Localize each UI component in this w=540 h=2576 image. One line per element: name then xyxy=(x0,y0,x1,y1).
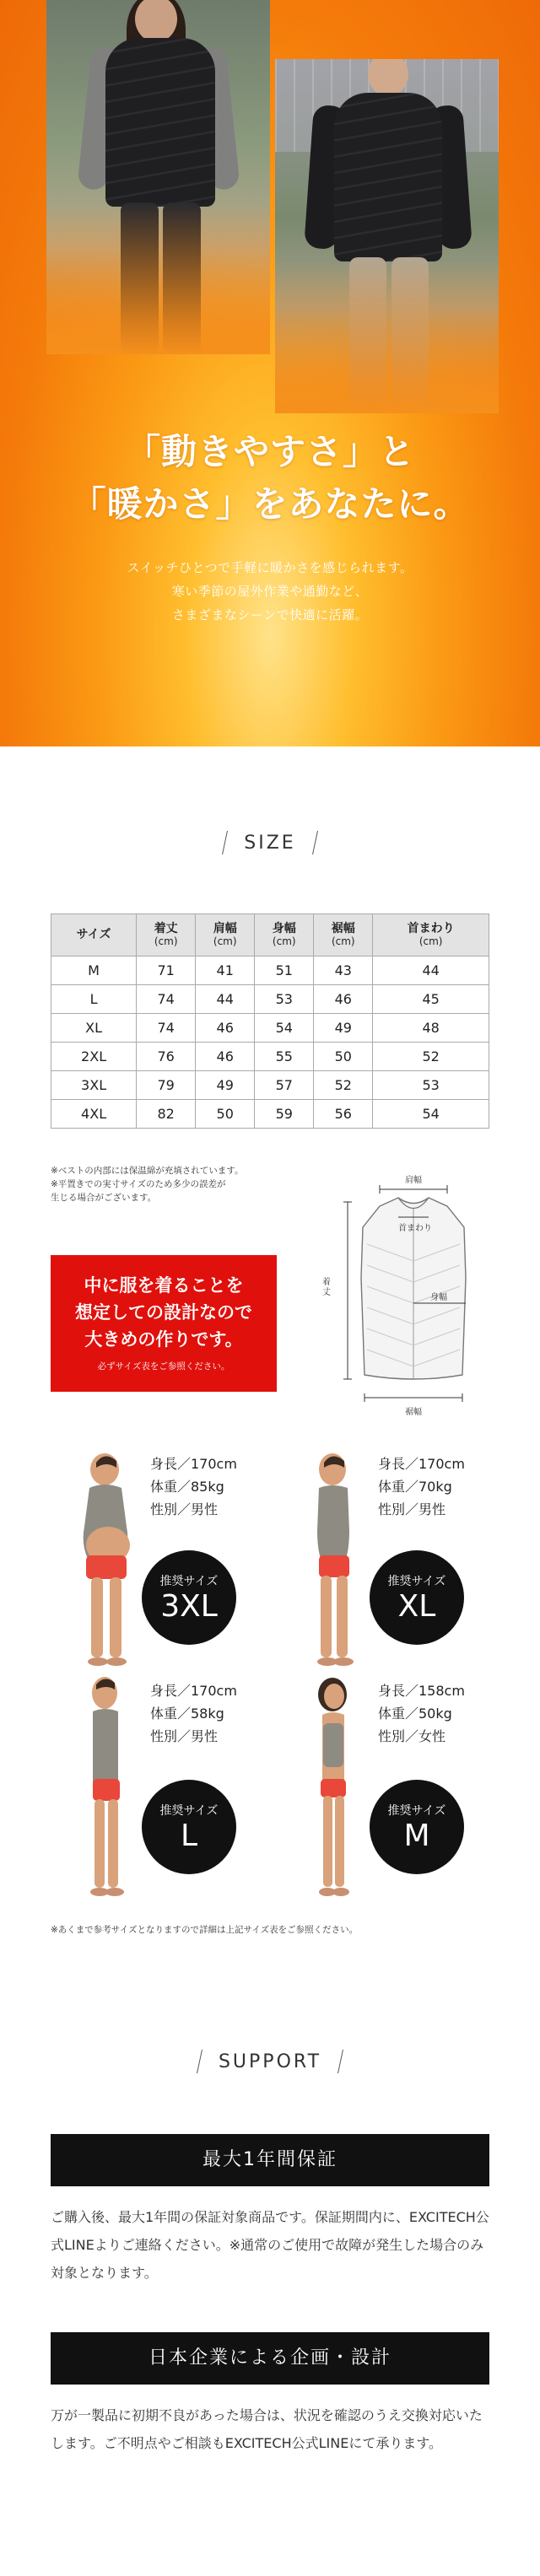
fit-warning-line: 想定しての設計なので xyxy=(75,1302,252,1323)
table-cell: 52 xyxy=(373,1043,489,1071)
table-cell: 54 xyxy=(373,1100,489,1129)
table-cell: 59 xyxy=(255,1100,314,1129)
table-cell: 45 xyxy=(373,985,489,1014)
hero-sub-line3: さまざまなシーンで快適に活躍。 xyxy=(171,607,369,622)
warranty-title-bar: 最大1年間保証 xyxy=(51,2134,489,2186)
table-cell: 2XL xyxy=(51,1043,137,1071)
body-gender: 性別／男性 xyxy=(378,1501,446,1517)
body-weight: 体重／70kg xyxy=(378,1479,452,1495)
man-wearing-vest-photo xyxy=(275,59,499,413)
body-info xyxy=(378,1452,465,1521)
table-cell: 44 xyxy=(373,957,489,985)
table-cell: 53 xyxy=(255,985,314,1014)
table-cell: 74 xyxy=(137,1014,196,1043)
table-row xyxy=(51,1014,489,1043)
table-cell: 53 xyxy=(373,1071,489,1100)
body-weight: 体重／50kg xyxy=(378,1706,452,1722)
badge-label: 推奨サイズ xyxy=(159,1804,219,1818)
size-note: 生じる場合がございます。 xyxy=(51,1193,157,1203)
diagram-label-hem: 裾幅 xyxy=(405,1408,422,1417)
badge-size: L xyxy=(180,1819,198,1853)
table-header-cell: 身幅 (cm) xyxy=(255,914,314,957)
table-cell: 46 xyxy=(196,1043,255,1071)
body-figure-3xl xyxy=(51,1451,270,1670)
table-header-cell: 着丈 (cm) xyxy=(137,914,196,957)
vest-outline-icon xyxy=(321,1168,506,1421)
body-gender: 性別／男性 xyxy=(150,1728,219,1744)
diagram-label-shoulder: 肩幅 xyxy=(405,1176,422,1185)
recommended-size-badge xyxy=(370,1550,464,1645)
size-table xyxy=(51,913,489,1129)
table-cell: 52 xyxy=(314,1071,373,1100)
fit-warning-small: 必ずサイズ表をご参照ください。 xyxy=(97,1361,230,1372)
hero-sub-line1: スイッチひとつで手軽に暖かさを感じられます。 xyxy=(127,560,413,575)
diagram-label-neck: 首まわり xyxy=(398,1224,432,1233)
table-cell: 50 xyxy=(314,1043,373,1071)
table-cell: 48 xyxy=(373,1014,489,1043)
table-header-row xyxy=(51,914,489,957)
fit-warning-line: 大きめの作りです。 xyxy=(84,1329,243,1350)
heading-divider xyxy=(338,2050,343,2073)
table-cell: 41 xyxy=(196,957,255,985)
male-body-icon xyxy=(68,1674,143,1902)
heading-divider xyxy=(312,831,318,854)
hero-subcopy xyxy=(0,556,540,627)
table-cell: 43 xyxy=(314,957,373,985)
table-cell: 49 xyxy=(314,1014,373,1043)
table-cell: 54 xyxy=(255,1014,314,1043)
diagram-label-length: 着丈 xyxy=(322,1278,331,1297)
hero-copy xyxy=(0,426,540,627)
heading-divider xyxy=(222,831,228,854)
table-cell: 55 xyxy=(255,1043,314,1071)
male-body-icon xyxy=(295,1451,371,1670)
size-heading xyxy=(0,831,540,858)
table-cell: 46 xyxy=(196,1014,255,1043)
table-cell: 50 xyxy=(196,1100,255,1129)
table-cell: 74 xyxy=(137,985,196,1014)
body-height: 身長／170cm xyxy=(150,1456,237,1472)
body-info xyxy=(150,1452,237,1521)
table-cell: 46 xyxy=(314,985,373,1014)
table-cell: 79 xyxy=(137,1071,196,1100)
table-cell: 82 xyxy=(137,1100,196,1129)
body-info xyxy=(150,1679,237,1748)
vest-shape xyxy=(334,93,442,261)
body-figure-l xyxy=(51,1674,270,1902)
body-gender: 性別／男性 xyxy=(150,1501,219,1517)
warranty-text: ご購入後、最大1年間の保証対象商品です。保証期間内に、EXCITECH公式LINEよりご連絡ください。※通常のご使用で故障が発生した場合のみ対象となります。 xyxy=(51,2209,489,2281)
figure-note: ※あくまで参考サイズとなりますので詳細は上記サイズ表をご参照ください。 xyxy=(51,1925,359,1935)
table-cell: 56 xyxy=(314,1100,373,1129)
japan-design-title-bar: 日本企業による企画・設計 xyxy=(51,2332,489,2385)
hero-banner xyxy=(0,0,540,746)
table-header-cell: サイズ xyxy=(51,914,137,957)
body-gender: 性別／女性 xyxy=(378,1728,446,1744)
body-figure-xl xyxy=(278,1451,498,1670)
male-body-icon xyxy=(68,1451,143,1670)
table-cell: 76 xyxy=(137,1043,196,1071)
badge-size: M xyxy=(403,1819,430,1853)
table-cell: 49 xyxy=(196,1071,255,1100)
table-cell: XL xyxy=(51,1014,137,1043)
badge-size: 3XL xyxy=(160,1589,218,1624)
body-figure-m xyxy=(278,1674,498,1902)
hero-title-line1: 「動きやすさ」と xyxy=(124,431,415,472)
badge-size: XL xyxy=(397,1589,436,1624)
recommended-size-badge xyxy=(142,1780,236,1874)
table-row xyxy=(51,957,489,985)
support-heading-text: SUPPORT xyxy=(218,2051,322,2072)
table-row xyxy=(51,985,489,1014)
vest-measurement-diagram xyxy=(321,1168,506,1421)
heading-divider xyxy=(197,2050,202,2073)
hero-title-line2: 「暖かさ」をあなたに。 xyxy=(70,483,470,525)
badge-label: 推奨サイズ xyxy=(159,1575,219,1588)
size-heading-text: SIZE xyxy=(244,832,296,854)
fit-warning-line: 中に服を着ることを xyxy=(84,1275,244,1296)
size-notes xyxy=(51,1164,243,1204)
recommended-size-badge xyxy=(370,1780,464,1874)
body-height: 身長／170cm xyxy=(150,1683,237,1699)
size-note: ※平置きでの実寸サイズのため多少の誤差が xyxy=(51,1179,226,1189)
hero-sub-line2: 寒い季節の屋外作業や通勤など、 xyxy=(171,584,369,599)
diagram-label-body: 身幅 xyxy=(430,1293,447,1302)
table-cell: 44 xyxy=(196,985,255,1014)
table-row xyxy=(51,1071,489,1100)
japan-design-text: 万が一製品に初期不良があった場合は、状況を確認のうえ交換対応いたします。ご不明点やご相談もEXCITECH公式LINEにて承ります。 xyxy=(51,2407,483,2451)
badge-label: 推奨サイズ xyxy=(387,1804,446,1818)
body-info xyxy=(378,1679,465,1748)
table-cell: 4XL xyxy=(51,1100,137,1129)
female-body-icon xyxy=(295,1674,371,1902)
body-weight: 体重／58kg xyxy=(150,1706,224,1722)
body-height: 身長／170cm xyxy=(378,1456,465,1472)
table-row xyxy=(51,1100,489,1129)
table-cell: L xyxy=(51,985,137,1014)
table-header-cell: 裾幅 (cm) xyxy=(314,914,373,957)
table-row xyxy=(51,1043,489,1071)
woman-wearing-vest-photo xyxy=(46,0,270,354)
table-cell: 71 xyxy=(137,957,196,985)
body-weight: 体重／85kg xyxy=(150,1479,224,1495)
table-cell: 3XL xyxy=(51,1071,137,1100)
recommended-size-badge xyxy=(142,1550,236,1645)
support-heading xyxy=(0,2050,540,2077)
fit-warning-box xyxy=(51,1255,277,1392)
badge-label: 推奨サイズ xyxy=(387,1575,446,1588)
size-note: ※ベストの内部には保温綿が充填されています。 xyxy=(51,1166,244,1176)
table-cell: 51 xyxy=(255,957,314,985)
table-header-cell: 首まわり (cm) xyxy=(373,914,489,957)
table-header-cell: 肩幅 (cm) xyxy=(196,914,255,957)
body-height: 身長／158cm xyxy=(378,1683,465,1699)
vest-shape xyxy=(105,38,215,207)
table-cell: M xyxy=(51,957,137,985)
table-cell: 57 xyxy=(255,1071,314,1100)
